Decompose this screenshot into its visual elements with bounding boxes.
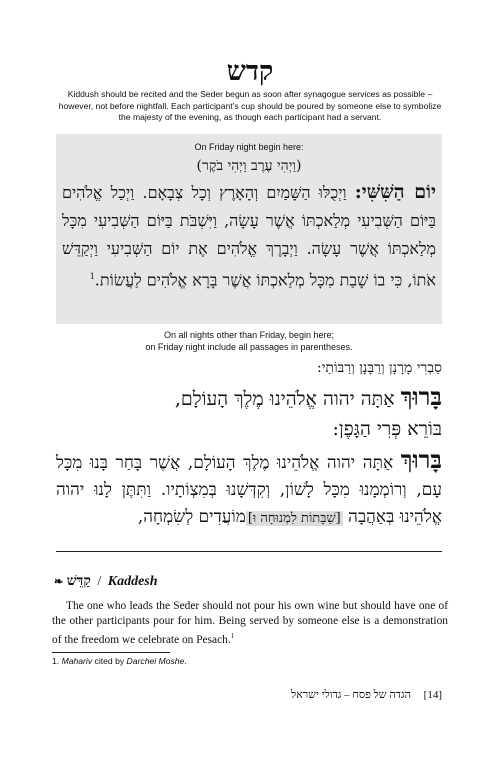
- baruch-word: בָּרוּךְ: [400, 382, 442, 411]
- commentary-paragraph: [52, 599, 448, 648]
- vayechulu-text: וַיְכֻלּוּ הַשָּׁמַיִם וְהָאָרֶץ וְכָל צְבָאָם. וַיְכַל אֱלֹהִים בַּיּוֹם הַשְּׁבִיעִי מְלַאכְתּוֹ אֲשֶׁר עָשָׂה, וַיִּשְׁבֹּת בַּיּוֹם הַשְּׁבִיעִי מִכָּל מְלַאכְתּוֹ אֲשֶׁר עָשָׂה. וַיְבָרֶךְ אֱלֹהִים אֶת יוֹם הַשְּׁבִיעִי וַיְקַדֵּשׁ אֹתוֹ, כִּי בוֹ שָׁבַת מִכָּל מְלַאכְתּוֹ אֲשֶׁר בָּרָא אֱלֹהִים לַעֲשׂוֹת.: [62, 183, 436, 290]
- page-title: קדש: [226, 56, 274, 87]
- shabbat-bracket-insert: [שַׁבָּתוֹת לִמְנוּחָה וּ]: [247, 511, 341, 526]
- friday-parenthetical: (וַיְהִי עֶרֶב וַיְהִי בֹקֶר): [196, 158, 302, 174]
- other-nights-line-1: On all nights other than Friday, begin here;: [164, 330, 334, 340]
- friday-instruction: On Friday night begin here:: [194, 142, 304, 152]
- yom-hashishi-lead: יוֹם הַשִּׁשִּׁי:: [354, 181, 436, 203]
- page-footer: [291, 689, 442, 701]
- footnote-marker: 1: [230, 632, 235, 640]
- footnote: [52, 656, 448, 666]
- footnote-suffix: .: [184, 656, 187, 666]
- section-heading-separator: /: [97, 574, 102, 589]
- section-heading-english: Kaddesh: [107, 574, 158, 589]
- kiddush-blessing-end: מוֹעֲדִים לְשִׂמְחָה,: [137, 507, 246, 527]
- footnote-marker: 1: [89, 272, 95, 281]
- page-number: [14]: [423, 689, 442, 701]
- other-nights-line-2: on Friday night include all passages in parentheses.: [145, 341, 353, 352]
- footnote-author: Mahariv: [61, 656, 93, 666]
- footnote-source: Darchei Moshe: [126, 656, 185, 666]
- footnote-middle: cited by: [92, 656, 127, 666]
- baruch-word: בָּרוּךְ: [400, 445, 442, 474]
- wine-blessing-text: אַתָּה יהוה אֱלֹהֵינוּ מֶלֶךְ הָעוֹלָם,: [174, 388, 395, 410]
- section-heading-hebrew: קַדֵּשׁ: [66, 574, 91, 589]
- intro-instruction: Kiddush should be recited and the Seder begun as soon after synagogue services as possible – however, not before nightfall. Each participant’s cup should be poured by someone else to symbolize the majesty of the evening, as though each participant had a servant.: [58, 89, 442, 122]
- vayechulu-passage: [62, 178, 436, 294]
- fleuron-icon: ❧: [54, 576, 64, 588]
- wine-blessing: [56, 382, 442, 444]
- footnote-number: 1.: [52, 656, 60, 666]
- section-divider: [56, 551, 442, 552]
- wine-blessing-line-1: [56, 382, 442, 414]
- kiddush-blessing-text: אַתָּה יהוה אֱלֹהֵינוּ מֶלֶךְ הָעוֹלָם, אֲשֶׁר בָּחַר בָּנוּ מִכָּל עָם, וְרוֹמְמָנוּ מִכָּל לָשׁוֹן, וְקִדְּשָׁנוּ בְּמִצְוֹתָיו. וַתִּתֶּן לָנוּ יהוה אֱלֹהֵינוּ בְּאַהֲבָה: [56, 453, 442, 527]
- footnote-rule: [52, 652, 170, 653]
- section-heading: [52, 574, 452, 590]
- kiddush-blessing: [56, 446, 442, 532]
- wine-blessing-line-2: בּוֹרֵא פְּרִי הַגָּפֶן:: [332, 418, 442, 440]
- savri-maranan: סַבְרִי מָרָנָן וְרַבָּנָן וְרַבּוֹתַי:: [317, 360, 442, 376]
- commentary-text: The one who leads the Seder should not pour his own wine but should have one of the other participants pour for him. Being served by someone else is a demonstration of the freedom we celebrate on Pesach.: [52, 600, 448, 646]
- other-nights-instruction: [56, 330, 442, 353]
- running-title: הגדה של פסח – גדולי ישראל: [291, 689, 411, 701]
